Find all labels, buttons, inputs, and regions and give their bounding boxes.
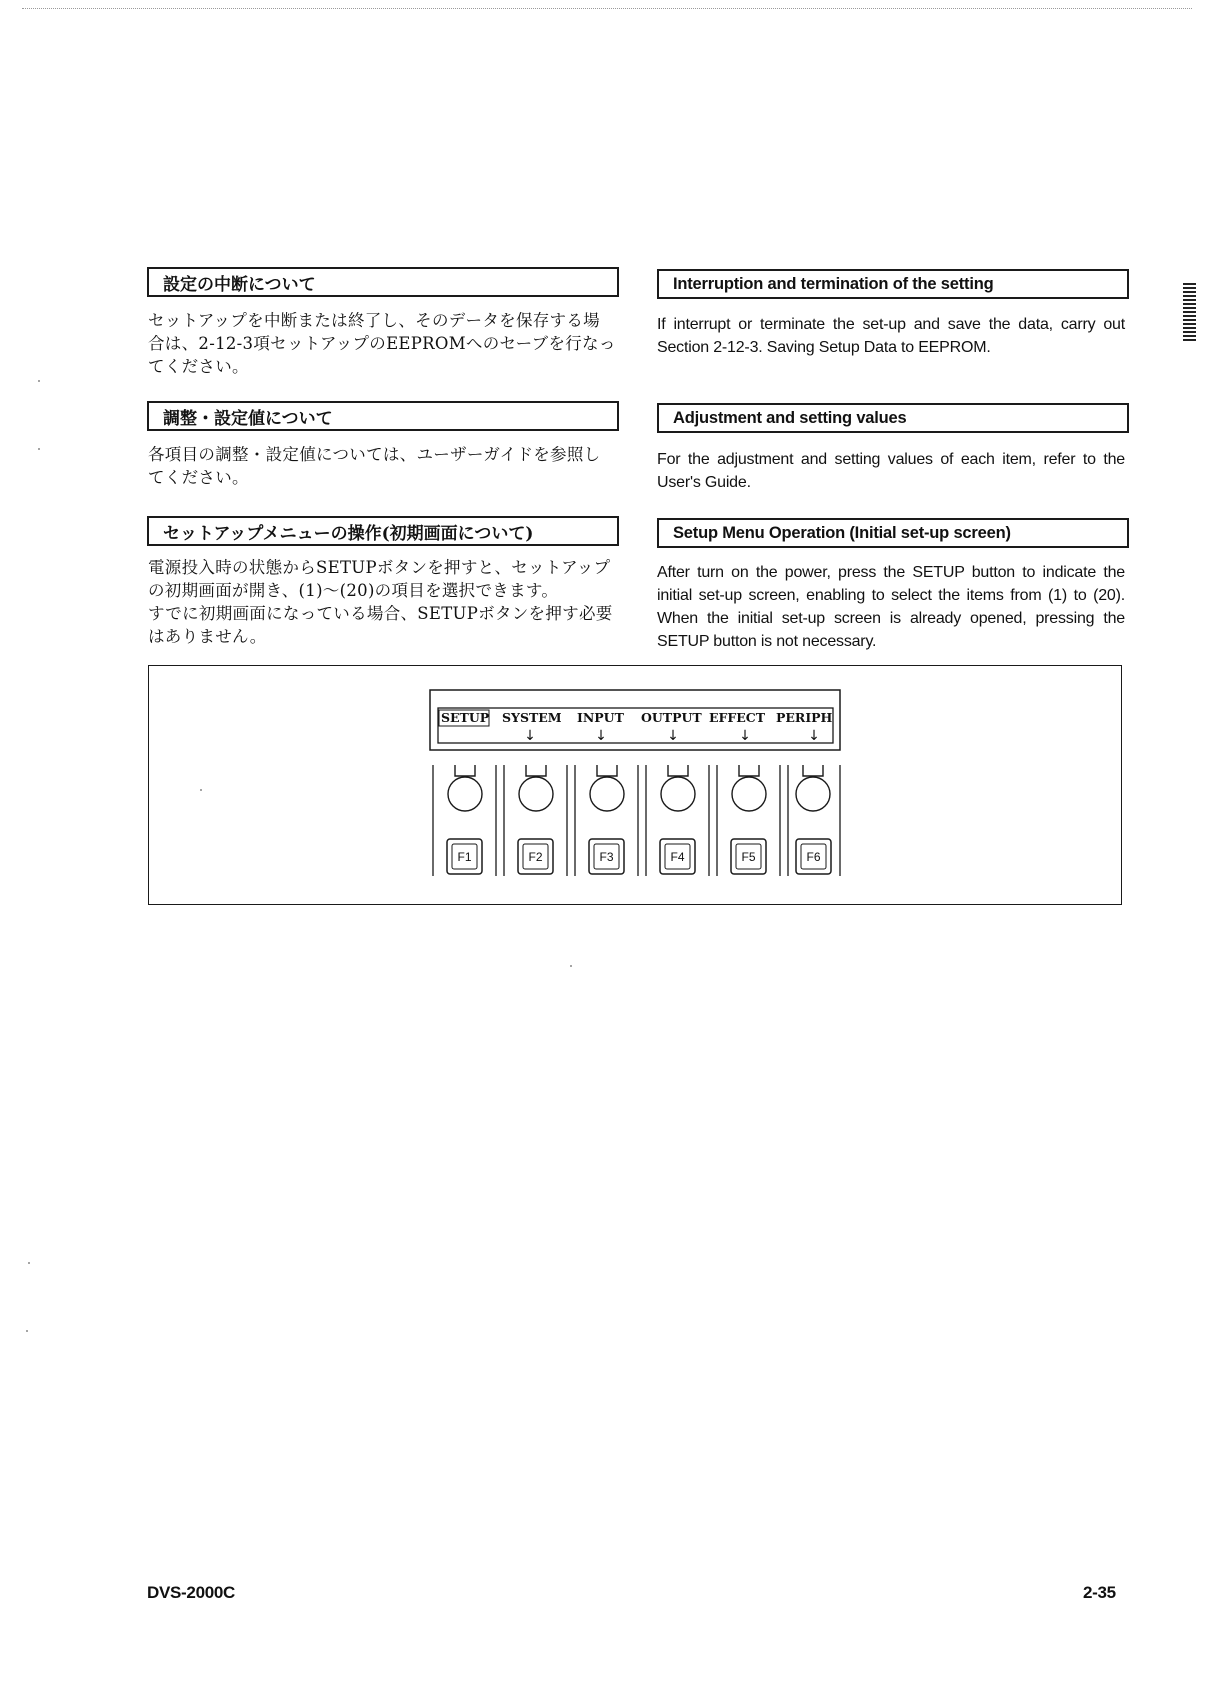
jp-line: はありません。	[148, 627, 267, 646]
menu-item-output: OUTPUT	[641, 710, 702, 725]
down-arrow-icon: ↓	[808, 728, 820, 744]
jp-heading-adjustment: 調整・設定値について	[147, 401, 619, 431]
setup-panel-diagram	[148, 665, 1122, 905]
menu-item-input: INPUT	[577, 710, 624, 725]
jp-line: 電源投入時の状態からSETUPボタンを押すと、セットアップ	[148, 558, 611, 577]
en-text-setup-menu: After turn on the power, press the SETUP button to indicate the initial set-up screen, enabling to select the items from (1) to (20). When the initial set-up screen is already opened, pressing the SETUP button is not necessary.	[657, 564, 1125, 650]
down-arrow-icon: ↓	[739, 728, 751, 744]
menu-item-periph: PERIPH	[776, 710, 833, 725]
knob-5	[732, 777, 766, 811]
down-arrow-icon: ↓	[524, 728, 536, 744]
jp-line: てください。	[148, 468, 249, 487]
section-tab-marker	[1183, 283, 1196, 341]
scan-speck	[570, 965, 572, 967]
en-text-adjustment: For the adjustment and setting values of each item, refer to the User's Guide.	[657, 451, 1125, 491]
scan-top-edge	[22, 8, 1192, 9]
down-arrow-icon: ↓	[595, 728, 607, 744]
jp-line: の初期画面が開き、(1)〜(20)の項目を選択できます。	[148, 581, 559, 600]
menu-item-effect: EFFECT	[709, 710, 766, 725]
menu-item-setup: SETUP	[441, 710, 490, 725]
knob-2	[519, 777, 553, 811]
jp-line: 合は、2-12-3項セットアップのEEPROMへのセーブを行なっ	[148, 334, 616, 353]
footer-model: DVS-2000C	[147, 1583, 236, 1602]
jp-heading-interruption: 設定の中断について	[147, 267, 619, 297]
jp-text-setup-menu	[148, 556, 624, 648]
f2-key-label: F2	[528, 850, 543, 864]
knob-1	[448, 777, 482, 811]
en-heading-adjustment: Adjustment and setting values	[657, 403, 1129, 433]
panel-illustration	[149, 666, 1121, 904]
footer-page-number: 2-35	[1083, 1583, 1116, 1602]
knob-4	[661, 777, 695, 811]
f4-key-label: F4	[670, 850, 685, 864]
jp-line: セットアップを中断または終了し、そのデータを保存する場	[148, 311, 600, 330]
scan-speck	[26, 1330, 28, 1332]
jp-line: すでに初期画面になっている場合、SETUPボタンを押す必要	[148, 604, 613, 623]
jp-text-interruption	[148, 309, 624, 378]
scan-speck	[200, 789, 202, 791]
knob-6	[796, 777, 830, 811]
f6-key-label: F6	[806, 850, 821, 864]
jp-line: 各項目の調整・設定値については、ユーザーガイドを参照し	[148, 445, 601, 464]
lcd-screen	[438, 708, 833, 743]
f1-key-label: F1	[457, 850, 472, 864]
en-heading-interruption: Interruption and termination of the setting	[657, 269, 1129, 299]
knob-3	[590, 777, 624, 811]
en-text-interruption: If interrupt or terminate the set-up and save the data, carry out Section 2-12-3. Saving Setup Data to EEPROM.	[657, 316, 1125, 356]
f5-key-label: F5	[741, 850, 756, 864]
down-arrow-icon: ↓	[667, 728, 679, 744]
scan-speck	[38, 380, 40, 382]
f3-key-label: F3	[599, 850, 614, 864]
en-heading-setup-menu: Setup Menu Operation (Initial set-up screen)	[657, 518, 1129, 548]
scan-speck	[38, 448, 40, 450]
jp-line: てください。	[148, 357, 249, 376]
scan-speck	[28, 1262, 30, 1264]
jp-text-adjustment	[148, 443, 624, 489]
jp-heading-setup-menu: セットアップメニューの操作(初期画面について)	[147, 516, 619, 546]
menu-item-system: SYSTEM	[502, 710, 562, 725]
